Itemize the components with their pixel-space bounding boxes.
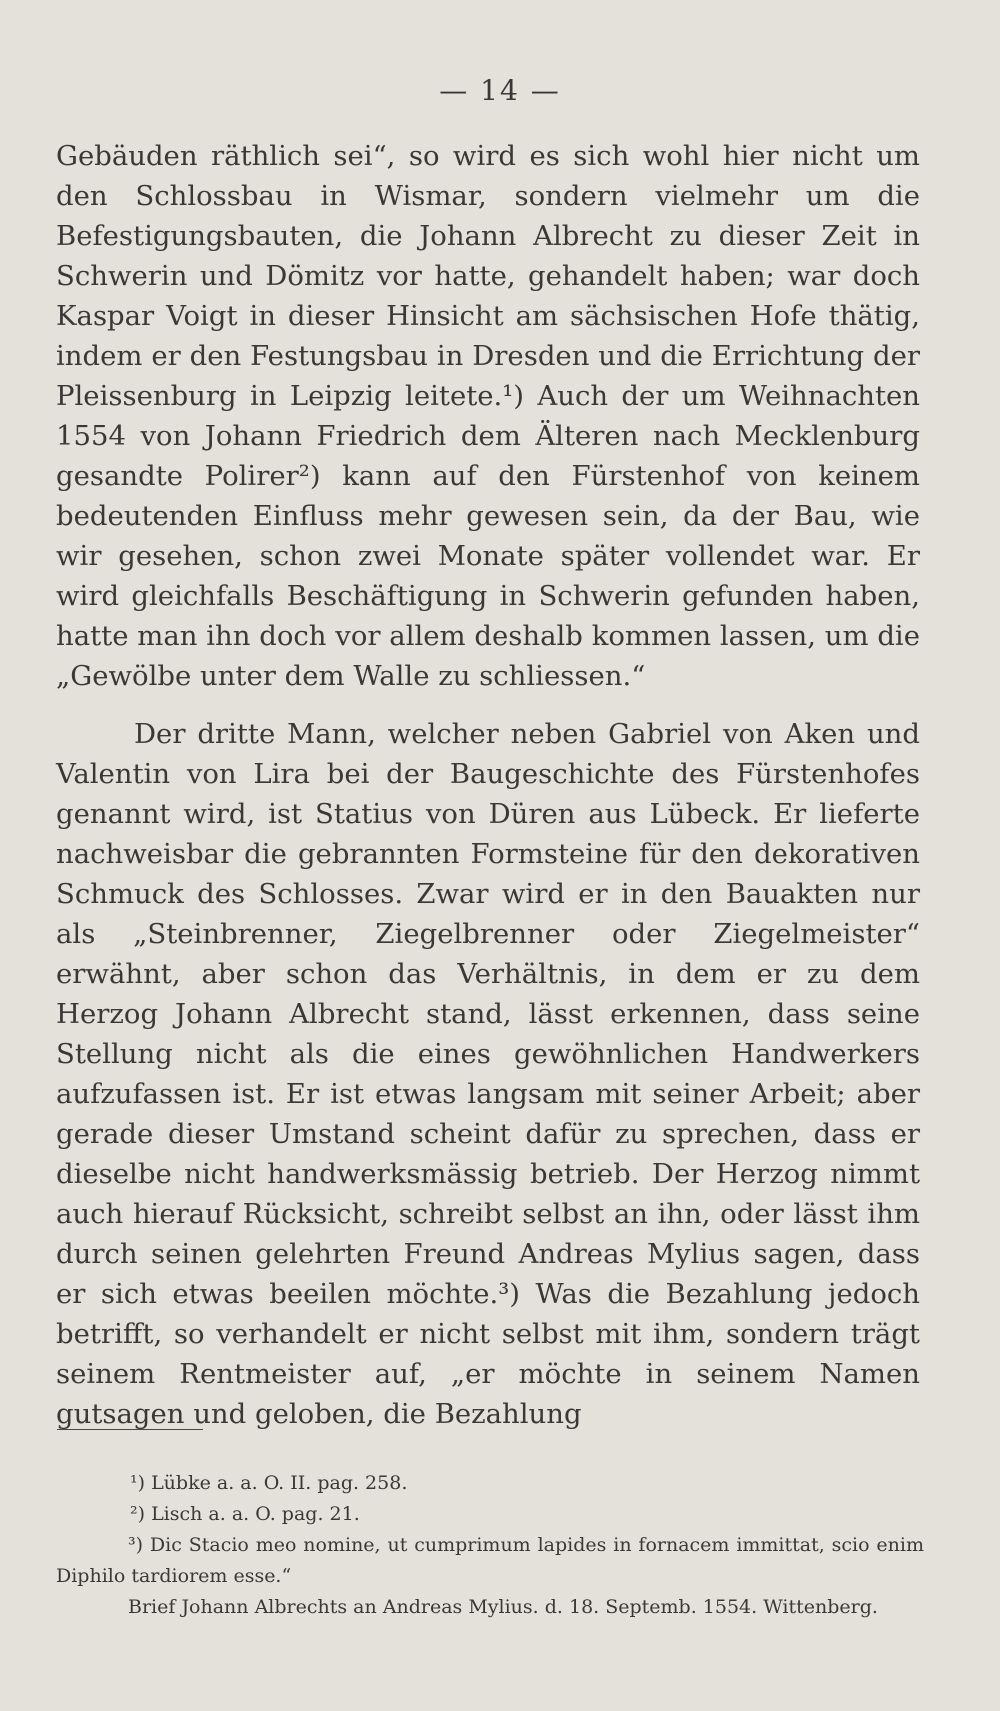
footnote-1: ¹) Lübke a. a. O. II. pag. 258. <box>130 1472 408 1494</box>
main-text <box>56 136 920 1434</box>
page-number: — 14 — <box>439 74 561 107</box>
paragraph-statius: Der dritte Mann, welcher neben Gabriel von Aken und Valentin von Lira bei der Baugeschichte des Fürstenhofes genannt wird, ist Statius von Düren aus Lübeck. Er lieferte nachweisbar die gebrannten Formsteine für den dekorativen Schmuck des Schlosses. Zwar wird er in den Bauakten nur als „Steinbrenner, Ziegelbrenner oder Ziegelmeister“ erwähnt, aber schon das Verhältnis, in dem er zu dem Herzog Johann Albrecht stand, lässt erkennen, dass seine Stellung nicht als die eines gewöhnlichen Handwerkers aufzufassen ist. Er ist etwas langsam mit seiner Arbeit; aber gerade dieser Umstand scheint dafür zu sprechen, dass er dieselbe nicht handwerksmässig betrieb. Der Herzog nimmt auch hierauf Rücksicht, schreibt selbst an ihn, oder lässt ihm durch seinen gelehrten Freund Andreas Mylius sagen, dass er sich etwas beeilen möchte.³) Was die Bezahlung jedoch betrifft, so verhandelt er nicht selbst mit ihm, sondern trägt seinem Rentmeister auf, „er möchte in seinem Namen gutsagen und geloben, die Bezahlung <box>56 718 920 1430</box>
footnote-divider <box>57 1429 203 1430</box>
footnotes <box>56 1468 924 1623</box>
footnote-3: ³) Dic Stacio meo nomine, ut cumprimum lapides in fornacem immittat, scio enim Diphilo tardiorem esse.“ <box>56 1534 924 1587</box>
paragraph-continuation: Gebäuden räthlich sei“, so wird es sich wohl hier nicht um den Schlossbau in Wismar, sondern vielmehr um die Befestigungsbauten, die Johann Albrecht zu dieser Zeit in Schwerin und Dömitz vor hatte, gehandelt haben; war doch Kaspar Voigt in dieser Hinsicht am sächsischen Hofe thätig, indem er den Festungsbau in Dresden und die Errichtung der Pleissenburg in Leipzig leitete.¹) Auch der um Weihnachten 1554 von Johann Friedrich dem Älteren nach Mecklenburg gesandte Polirer²) kann auf den Fürstenhof von keinem bedeutenden Einfluss mehr gewesen sein, da der Bau, wie wir gesehen, schon zwei Monate später vollendet war. Er wird gleichfalls Beschäftigung in Schwerin gefunden haben, hatte man ihn doch vor allem deshalb kommen lassen, um die „Gewölbe unter dem Walle zu schliessen.“ <box>56 140 920 692</box>
footnote-3-source: Brief Johann Albrechts an Andreas Mylius. d. 18. Septemb. 1554. Wittenberg. <box>128 1596 878 1618</box>
footnote-2: ²) Lisch a. a. O. pag. 21. <box>130 1503 360 1525</box>
